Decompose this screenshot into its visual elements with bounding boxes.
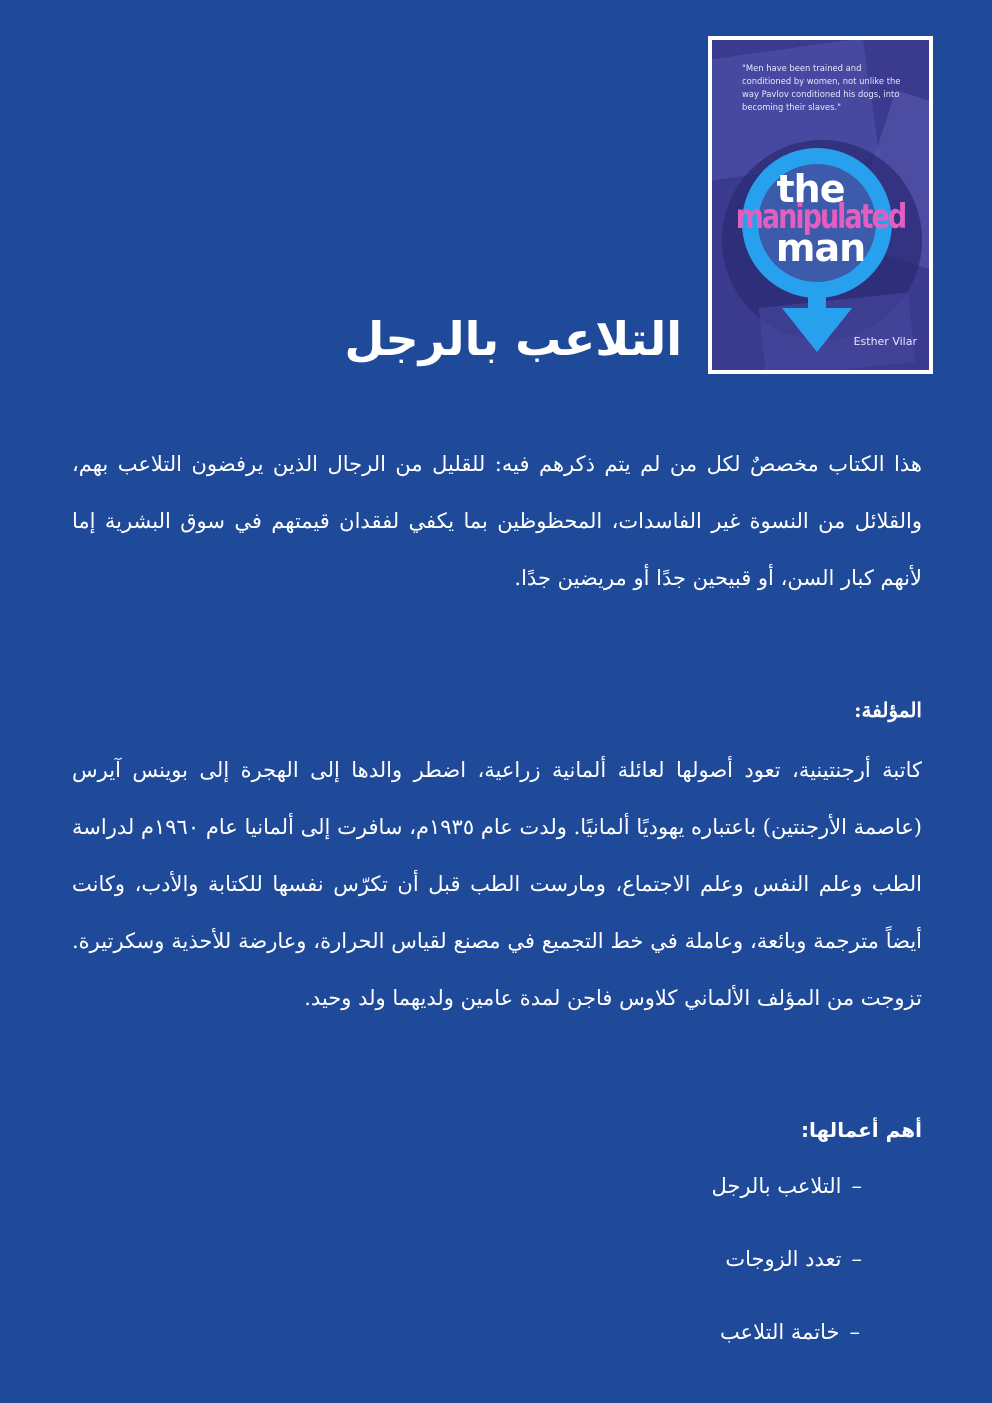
list-item [711,1314,860,1350]
cover-title-line1: the [776,167,845,211]
bullet-dash: – [851,1247,862,1271]
bullet-dash: – [851,1174,862,1198]
cover-title [712,167,929,270]
book-cover-artwork [712,40,929,370]
cover-title-line3: man [775,226,866,270]
author-heading: المؤلفة: [854,698,922,722]
male-symbol-arrow-icon [782,308,852,352]
work-title: التلاعب بالرجل [711,1174,842,1198]
author-bio-paragraph: كاتبة أرجنتينية، تعود أصولها لعائلة ألمانية زراعية، اضطر والدها إلى الهجرة إلى بوينس آيرس (عاصمة الأرجنتين) باعتباره يهوديًا ألمانيًا. ولدت عام ١٩٣٥م، سافرت إلى ألمانيا عام ١٩٦٠م لدراسة الطب وعلم النفس وعلم الاجتماع، ومارست الطب قبل أن تكرّس نفسها للكتابة والأدب، وكانت أيضاً مترجمة وبائعة، وعاملة في خط التجميع في مصنع لقياس الحرارة، وعارضة للأحذية وسكرتيرة. تزوجت من المؤلف الألماني كلاوس فاجن لمدة عامين ولديهما ولد وحيد. [72,758,922,1010]
list-item [711,1241,862,1277]
book-cover-image [708,36,933,374]
cover-quote: "Men have been trained and conditioned by women, not unlike the way Pavlov conditioned his dogs, into becoming their slaves." [742,63,901,112]
list-item [711,1168,862,1204]
intro-paragraph: هذا الكتاب مخصصٌ لكل من لم يتم ذكرهم فيه: للقليل من الرجال الذين يرفضون التلاعب بهم، والقلائل من النسوة غير الفاسدات، المحظوظين بما يكفي لفقدان قيمتهم في سوق البشرية إما لأنهم كبار السن، أو قبيحين جدًا أو مريضين جدًا. [72,452,922,590]
work-title: تعدد الزوجات [725,1247,842,1271]
bullet-dash: – [849,1320,860,1344]
works-list [711,1168,862,1387]
page-title: التلاعب بالرجل [344,312,682,366]
cover-author: Esther Vilar [853,335,917,348]
works-heading: أهم أعمالها: [800,1118,922,1142]
work-title: خاتمة التلاعب [719,1320,840,1344]
cover-title-line2: manipulated [735,198,906,237]
